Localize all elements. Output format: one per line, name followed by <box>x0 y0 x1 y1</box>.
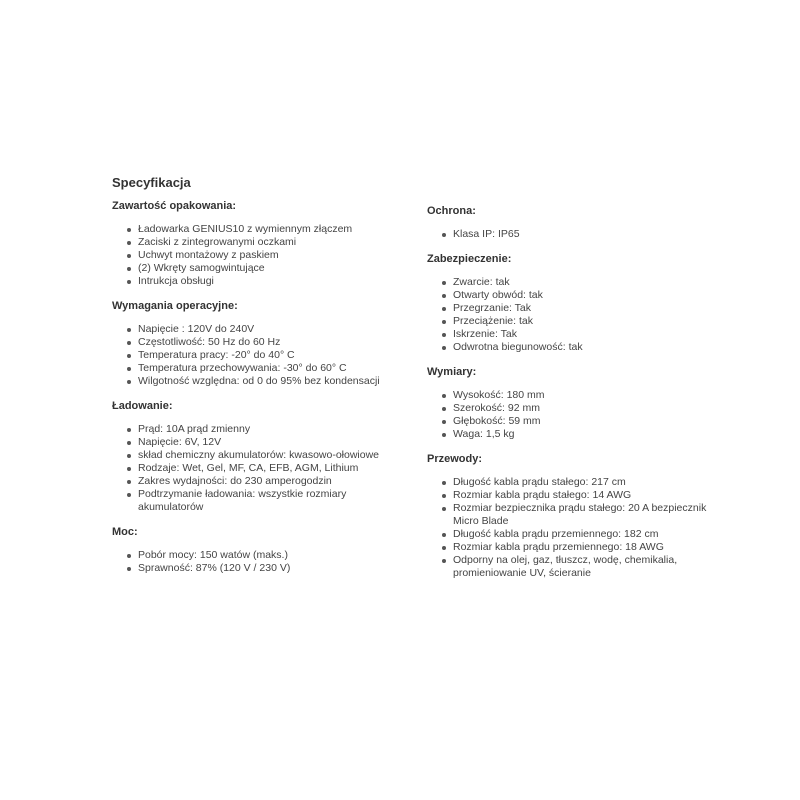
list-item: Intrukcja obsługi <box>127 275 382 288</box>
list-item: Uchwyt montażowy z paskiem <box>127 249 382 262</box>
list-item: Rozmiar kabla prądu stałego: 14 AWG <box>442 489 707 502</box>
list-item: Rodzaje: Wet, Gel, MF, CA, EFB, AGM, Lithium <box>127 462 382 475</box>
section-heading: Przewody: <box>427 453 483 465</box>
list-item: Otwarty obwód: tak <box>442 289 707 302</box>
spec-list <box>112 549 382 575</box>
spec-section-operating-requirements <box>112 299 382 388</box>
list-item: Zakres wydajności: do 230 amperogodzin <box>127 475 382 488</box>
list-item: Prąd: 10A prąd zmienny <box>127 423 382 436</box>
section-heading: Zabezpieczenie: <box>427 253 512 265</box>
list-item: Zwarcie: tak <box>442 276 707 289</box>
section-heading: Zawartość opakowania: <box>112 200 237 212</box>
spec-list <box>427 476 707 580</box>
list-item: Iskrzenie: Tak <box>442 328 707 341</box>
section-heading: Ładowanie: <box>112 400 173 412</box>
list-item: Waga: 1,5 kg <box>442 428 707 441</box>
spec-list <box>112 423 382 514</box>
spec-column-right <box>427 204 707 591</box>
list-item: Wilgotność względna: od 0 do 95% bez kondensacji <box>127 375 382 388</box>
list-item: Częstotliwość: 50 Hz do 60 Hz <box>127 336 382 349</box>
spec-section-power <box>112 525 382 575</box>
spec-list <box>427 389 707 441</box>
spec-section-protection <box>427 204 707 241</box>
list-item: Odwrotna biegunowość: tak <box>442 341 707 354</box>
spec-section-cables <box>427 452 707 580</box>
spec-list <box>427 276 707 354</box>
spec-list <box>112 223 382 288</box>
list-item: Ładowarka GENIUS10 z wymiennym złączem <box>127 223 382 236</box>
spec-section-package-contents <box>112 199 382 288</box>
list-item: Długość kabla prądu stałego: 217 cm <box>442 476 707 489</box>
list-item: skład chemiczny akumulatorów: kwasowo-ołowiowe <box>127 449 382 462</box>
spec-list <box>112 323 382 388</box>
spec-section-safety <box>427 252 707 354</box>
list-item: Zaciski z zintegrowanymi oczkami <box>127 236 382 249</box>
section-heading: Ochrona: <box>427 205 476 217</box>
list-item: Przeciążenie: tak <box>442 315 707 328</box>
list-item: Temperatura pracy: -20° do 40° C <box>127 349 382 362</box>
section-heading: Wymiary: <box>427 366 477 378</box>
list-item: Długość kabla prądu przemiennego: 182 cm <box>442 528 707 541</box>
list-item: Wysokość: 180 mm <box>442 389 707 402</box>
list-item: Sprawność: 87% (120 V / 230 V) <box>127 562 382 575</box>
spec-column-left <box>112 199 382 586</box>
list-item: (2) Wkręty samogwintujące <box>127 262 382 275</box>
page-title: Specyfikacja <box>112 175 191 190</box>
spec-list <box>427 228 707 241</box>
list-item: Rozmiar kabla prądu przemiennego: 18 AWG <box>442 541 707 554</box>
list-item: Pobór mocy: 150 watów (maks.) <box>127 549 382 562</box>
list-item: Klasa IP: IP65 <box>442 228 707 241</box>
list-item: Napięcie : 120V do 240V <box>127 323 382 336</box>
list-item: Głębokość: 59 mm <box>442 415 707 428</box>
spec-section-charging <box>112 399 382 514</box>
list-item: Szerokość: 92 mm <box>442 402 707 415</box>
section-heading: Moc: <box>112 526 138 538</box>
list-item: Przegrzanie: Tak <box>442 302 707 315</box>
list-item: Napięcie: 6V, 12V <box>127 436 382 449</box>
spec-section-dimensions <box>427 365 707 441</box>
list-item: Temperatura przechowywania: -30° do 60° C <box>127 362 382 375</box>
section-heading: Wymagania operacyjne: <box>112 300 238 312</box>
list-item: Rozmiar bezpiecznika prądu stałego: 20 A bezpiecznik Micro Blade <box>442 502 707 528</box>
list-item: Odporny na olej, gaz, tłuszcz, wodę, chemikalia, promieniowanie UV, ścieranie <box>442 554 707 580</box>
list-item: Podtrzymanie ładowania: wszystkie rozmiary akumulatorów <box>127 488 382 514</box>
